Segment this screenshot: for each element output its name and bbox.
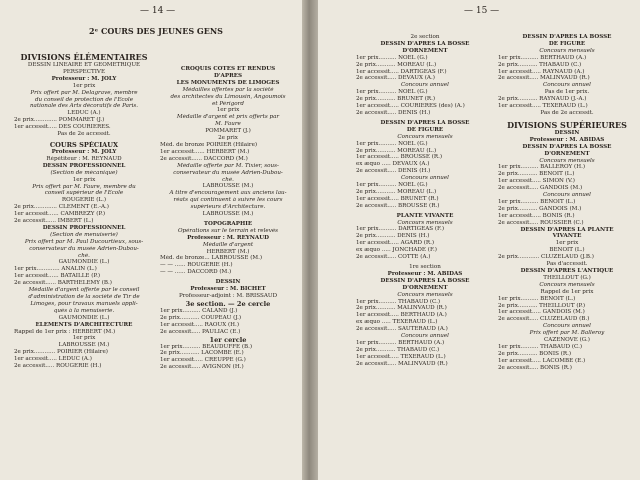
- text-line: Prix offert par M. Balleroy: [529, 330, 605, 337]
- text-line: 1er accessit..... CREUPPE (G.): [160, 357, 246, 364]
- text-line: 1er accessit..... COURIÈRES (des) (A.): [356, 103, 465, 110]
- text-line: 2e accessit..... DEVAUX (A.): [356, 75, 435, 82]
- text-line: Médailles offertes par la société: [182, 86, 274, 93]
- text-line: 1er prix.......... CALAND (J.): [160, 307, 238, 314]
- text-line: Concours mensuels: [397, 219, 453, 226]
- text-line: Prix offert par M. Delagrave, membre: [30, 89, 138, 96]
- text-line: 1er accessit..... AGARD (R.): [356, 240, 435, 247]
- text-line: conservateur du musée Adrien-Dubou-: [173, 169, 283, 176]
- text-line: Professeur : M. BICHET: [190, 286, 266, 293]
- text-line: THEILLOUT (G.): [543, 274, 591, 281]
- text-line: 3e section. — 2e cercle: [185, 299, 271, 308]
- text-line: Méd. de bronze POIRIER (Hilaire): [160, 141, 258, 148]
- text-line: Pas de 1er prix.: [544, 89, 590, 96]
- text-line: 1er accessit..... LACOMBE (E.): [498, 357, 586, 364]
- text-line: 1er prix.......... BERTHAUD (A.): [498, 54, 587, 61]
- text-line: 1er accessit..... TEXERAUD (L.): [498, 103, 588, 110]
- text-line: qués à la menuiserie.: [53, 307, 115, 314]
- text-line: 2e prix........... THABAUD (C.): [498, 61, 582, 68]
- text-line: Médaille d'argent offerte par le conseil: [28, 287, 140, 294]
- text-line: 1er prix.......... THABAUD (C.): [498, 343, 583, 350]
- text-line: ex æquo ..... TEXERAUD (L.): [356, 319, 438, 326]
- text-line: 2e accessit...... BARTHÉLEMY (B.): [14, 280, 112, 287]
- page-number-left: — 14 —: [140, 6, 176, 16]
- text-line: DESSIN D'APRÈS LA BOSSE: [380, 40, 470, 47]
- text-line: 2e accessit..... CLUZELAUD (B.): [498, 316, 590, 323]
- text-line: Concours annuel: [543, 323, 591, 330]
- text-line: 2e section: [410, 34, 440, 40]
- text-line: 2e prix........... BRUNET (R.): [356, 96, 436, 103]
- text-line: 2e accessit..... DENIS (H.): [356, 168, 431, 175]
- text-line: 2e prix........... THEILLOUT (P.): [498, 302, 586, 309]
- text-line: DIVISIONS ÉLÉMENTAIRES: [20, 52, 148, 62]
- text-line: 2e accessit..... AVIGNON (H.): [160, 364, 244, 371]
- text-line: 1er accessit..... DES COURIÈRES.: [14, 124, 111, 131]
- text-line: 1er prix.......... NOEL (G.): [356, 54, 428, 61]
- text-line: D'ORNEMENT: [402, 284, 448, 291]
- text-line: DESSIN D'APRÈS LA BOSSE: [380, 277, 470, 284]
- text-line: 2e accessit...... DACCORD (M.): [160, 155, 248, 162]
- text-line: 2e prix............. CLÉMENT (E.-A.): [14, 204, 109, 211]
- text-line: HERBERT (M.): [206, 248, 250, 255]
- text-line: 1er prix.......... BEAUDUFFE (B.): [160, 343, 253, 350]
- text-line: DESSIN D'APRÈS LA BOSSE: [522, 143, 612, 150]
- text-line: 1er accessit..... BERTHAUD (A.): [356, 312, 447, 319]
- text-line: 2e prix........... LACOMBE (E.): [160, 350, 244, 357]
- text-line: Professeur : M. JOLY: [51, 75, 117, 82]
- text-line: M. Faure: [215, 121, 241, 128]
- text-line: conseil supérieur de l'École: [44, 190, 124, 197]
- text-line: DE FIGURE: [406, 126, 444, 133]
- text-line: ROUGERIE (L.): [61, 197, 107, 204]
- text-line: 1er accessit..... BRUNET (R.): [356, 195, 439, 202]
- text-line: Prix offert par M. Faure, membre du: [32, 183, 136, 190]
- text-line: 2e prix........... COUPEAU (J.): [160, 314, 242, 321]
- text-line: conservateur du musée Adrien-Dubou-: [29, 245, 139, 252]
- text-line: Médaille d'argent: [202, 241, 254, 248]
- text-line: et Périgord: [212, 100, 244, 107]
- text-line: Professeur : M. ABIDAS: [529, 136, 605, 143]
- text-line: 1er prix: [72, 82, 96, 89]
- text-line: 1re section: [409, 264, 441, 270]
- text-line: 2e accessit..... ROUSSIER (C.): [498, 219, 584, 226]
- text-line: 1er accessit..... BONIS (R.): [498, 212, 575, 219]
- text-line: Concours mensuels: [397, 133, 453, 140]
- text-line: DESSIN PROFESSIONNEL: [42, 162, 126, 169]
- left-page: [0, 0, 302, 480]
- text-line: LES MONUMENTS DE LIMOGES: [176, 79, 280, 86]
- text-line: POMMARET (J.): [205, 128, 251, 135]
- text-line: 2e prix........... MOREAU (L.): [356, 147, 437, 154]
- text-line: ÉLÉMENTS D'ARCHITECTURE: [35, 321, 133, 328]
- text-line: 1er prix.......... BENOIT (L.): [498, 295, 576, 302]
- page-number-right: — 15 —: [464, 6, 500, 16]
- text-line: 2e prix........... MOREAU (L.): [356, 61, 437, 68]
- text-line: 1er prix.......... THABAUD (C.): [356, 298, 441, 305]
- page-title: 2ᵉ COURS DES JEUNES GENS: [89, 26, 223, 36]
- text-line: 1er accessit..... GANDOIS (M.): [498, 309, 585, 316]
- text-line: Concours annuel: [401, 82, 449, 89]
- text-line: 1er prix............. ANALIN (L.): [14, 266, 97, 273]
- text-line: 2e accessit..... ROUGERIE (H.): [14, 363, 102, 370]
- text-line: 2e prix........... MOREAU (L.): [356, 188, 437, 195]
- text-line: 2e accessit..... DENIS (H.): [356, 109, 431, 116]
- text-line: 1er accessit...... CAMBREZY (P.): [14, 211, 106, 218]
- text-line: CROQUIS COTÉS ET RENDUS: [180, 66, 276, 72]
- text-line: ché.: [78, 252, 90, 259]
- text-line: DESSIN D'APRÈS L'ANTIQUE: [520, 268, 614, 274]
- text-line: 2e prix........... RAYNAUD (J.-A.): [498, 96, 587, 103]
- text-line: ché.: [222, 176, 234, 183]
- text-line: 1er prix: [555, 240, 579, 247]
- text-line: Pas d'accessit.: [546, 261, 588, 268]
- text-line: Concours annuel: [401, 333, 449, 340]
- text-line: 2e prix: [218, 135, 238, 142]
- book-gutter: [302, 0, 318, 480]
- text-line: DESSIN D'APRÈS LA BOSSE: [522, 34, 612, 40]
- right-column-1: [356, 34, 494, 368]
- text-line: DESSIN D'APRÈS LA BOSSE: [380, 119, 470, 126]
- text-line: 2e accessit..... COTTE (A.): [356, 254, 431, 261]
- text-line: VIVANTE: [552, 233, 582, 240]
- text-line: Concours annuel: [401, 175, 449, 182]
- text-line: DESSIN LINÉAIRE ET GÉOMÉTRIQUE: [27, 62, 141, 68]
- text-line: (Section de menuiserie): [50, 231, 118, 238]
- text-line: ex æquo ..... DEVAUX (A.): [356, 161, 430, 168]
- text-line: 1er accessit..... BROUSSE (R.): [356, 154, 443, 161]
- text-line: 2e accessit...... IMBERT (L.): [14, 218, 94, 225]
- text-line: D'APRÈS: [213, 72, 243, 79]
- text-line: 1er accessit..... SIMON (V.): [498, 178, 575, 185]
- text-line: LABROUSSE (M.): [202, 211, 254, 218]
- text-line: PERSPECTIVE: [62, 68, 106, 75]
- text-line: 2e accessit..... BONIS (R.): [498, 364, 572, 371]
- text-line: D'ORNEMENT: [544, 150, 590, 157]
- text-line: 2e prix............. POMMARET (J.): [14, 117, 105, 124]
- text-line: Concours annuel: [543, 82, 591, 89]
- text-line: 2e accessit..... BROUSSE (R.): [356, 202, 440, 209]
- text-line: BENOIT (L.): [549, 247, 585, 254]
- text-line: supérieurs d'Architecture.: [190, 204, 266, 211]
- text-line: Médaille offerte par M. Tixier, sous-: [177, 162, 279, 169]
- text-line: 2e prix........... BENOIT (L.): [498, 171, 575, 178]
- text-line: 1er prix: [72, 176, 96, 183]
- text-line: DIVISIONS SUPÉRIEURES: [507, 119, 627, 130]
- right-column-2: [498, 34, 636, 372]
- text-line: nationale des Arts décoratifs de Paris.: [29, 103, 139, 110]
- text-line: DESSIN D'APRÈS LA PLANTE: [520, 226, 614, 233]
- left-column-1: [14, 52, 154, 370]
- text-line: Concours mensuels: [397, 291, 453, 298]
- text-line: 2e prix........... DENIS (H.): [356, 233, 430, 240]
- text-line: Concours mensuels: [539, 47, 595, 54]
- text-line: DESSIN: [554, 129, 580, 136]
- text-line: LABROUSSE (M.): [202, 183, 254, 190]
- text-line: 2e prix............ POIRIER (Hilaire): [14, 349, 108, 356]
- text-line: réats qui continuent à suivre les cours: [173, 197, 283, 204]
- text-line: GAUMONDIE (L.): [58, 259, 110, 266]
- text-line: Rappel de 1er prix : HERBERT (M.): [14, 328, 116, 335]
- text-line: 1er accessit..... RAYNAUD (A.): [498, 68, 585, 75]
- text-line: Concours mensuels: [539, 281, 595, 288]
- text-line: d'administration de la société de Tir de: [28, 294, 140, 300]
- text-line: — — ...... DACCORD (M.): [160, 269, 232, 276]
- text-line: Pas de 2e accessit.: [540, 109, 594, 116]
- text-line: D'ORNEMENT: [402, 47, 448, 54]
- text-line: 1er prix.......... DARTIGEAS (F.): [356, 226, 445, 233]
- text-line: du conseil de protection de l'École: [34, 96, 134, 103]
- text-line: 1er prix: [72, 335, 96, 342]
- left-column-2: [160, 66, 296, 371]
- text-line: — — ...... ROUGERIE (H.): [160, 262, 233, 269]
- text-line: ex æquo ..... JONCHADE (F.): [356, 247, 437, 254]
- text-line: 2e prix............ CLUZELAUD (J.B.): [498, 254, 594, 261]
- text-line: 1er accessit..... DARTIGEAS (F.): [356, 68, 447, 75]
- text-line: 1er accessit..... TEXERAUD (L.): [356, 353, 446, 360]
- text-line: 2e accessit..... SAUTERAUD (A.): [356, 326, 448, 333]
- text-line: 1er prix.......... BERTHAUD (A.): [356, 339, 445, 346]
- text-line: 1er prix.......... BALLEROY (H.): [498, 164, 586, 171]
- text-line: Concours annuel: [543, 192, 591, 199]
- text-line: TOPOGRAPHIE: [203, 220, 253, 227]
- text-line: COURS SPÉCIAUX: [49, 140, 119, 149]
- text-line: Opérations sur le terrain et relevés: [177, 227, 279, 234]
- text-line: A titre d'encouragement aux anciens lau-: [169, 190, 287, 197]
- text-line: 1er prix.......... NOEL (G.): [356, 140, 428, 147]
- text-line: 1er accessit..... LEDUC (A.): [14, 356, 92, 363]
- text-line: Répétiteur : M. REYNAUD: [46, 155, 122, 162]
- text-line: 1er prix.......... BENOIT (L.): [498, 198, 576, 205]
- text-line: 2e prix........... BONIS (R.): [498, 350, 572, 357]
- text-line: 2e prix........... GANDOIS (M.): [498, 205, 582, 212]
- text-line: 1er cercle: [209, 335, 247, 344]
- text-line: Professeur : M. JOLY: [51, 148, 117, 155]
- text-line: 2e accessit..... MALINVAUD (R.): [356, 360, 448, 367]
- text-line: Pas de 2e accessit.: [57, 131, 111, 138]
- text-line: des architectes du Limousin, Angoumois: [170, 93, 286, 100]
- text-line: DESSIN PROFESSIONNEL: [42, 224, 126, 231]
- text-line: 2e prix........... THABAUD (C.): [356, 346, 440, 353]
- text-line: 2e accessit..... MALINVAUD (R.): [498, 75, 590, 82]
- text-line: 1er prix.......... NOEL (G.): [356, 89, 428, 96]
- text-line: CAZENOVE (G.): [544, 337, 590, 344]
- text-line: LEDUC (A.): [67, 110, 101, 117]
- text-line: Concours mensuels: [539, 157, 595, 164]
- text-line: Médaille d'argent et prix offerts par: [176, 114, 280, 121]
- text-line: Méd. de bronze... LABROUSSE (M.): [160, 255, 263, 262]
- text-line: Rappel de 1er prix: [540, 288, 594, 295]
- text-line: Professeur : M. ABIDAS: [387, 270, 463, 277]
- text-line: LABROUSSE (M.): [58, 342, 110, 349]
- text-line: Professeur-adjoint : M. BRISSAUD: [178, 293, 278, 299]
- text-line: (Section de mécanique): [50, 169, 118, 176]
- text-line: 1er accessit..... RAOUX (H.): [160, 321, 240, 328]
- text-line: DESSIN: [215, 279, 241, 286]
- text-line: GAUMONDIE (L.): [58, 314, 110, 321]
- text-line: DE FIGURE: [548, 40, 586, 47]
- text-line: PLANTE VIVANTE: [396, 212, 454, 219]
- text-line: 2e prix........... MALINVAUD (R.): [356, 305, 447, 312]
- text-line: 1er accessit...... BATAILLE (P.): [14, 273, 101, 280]
- text-line: Limoges, pour travaux manuels appli-: [30, 300, 138, 307]
- right-page: [318, 0, 640, 480]
- text-line: 1er prix.......... NOEL (G.): [356, 182, 428, 189]
- text-line: Professeur : M. REYNAUD: [187, 234, 269, 241]
- text-line: 2e accessit..... GANDOIS (M.): [498, 185, 583, 192]
- text-line: 2e accessit..... PAULIAC (E.): [160, 328, 241, 335]
- text-line: 1er accessit...... HERBERT (M.): [160, 148, 250, 155]
- text-line: Prix offert par M. Paul Ducourtieux, sous-: [24, 238, 144, 245]
- text-line: 1er prix: [216, 107, 240, 114]
